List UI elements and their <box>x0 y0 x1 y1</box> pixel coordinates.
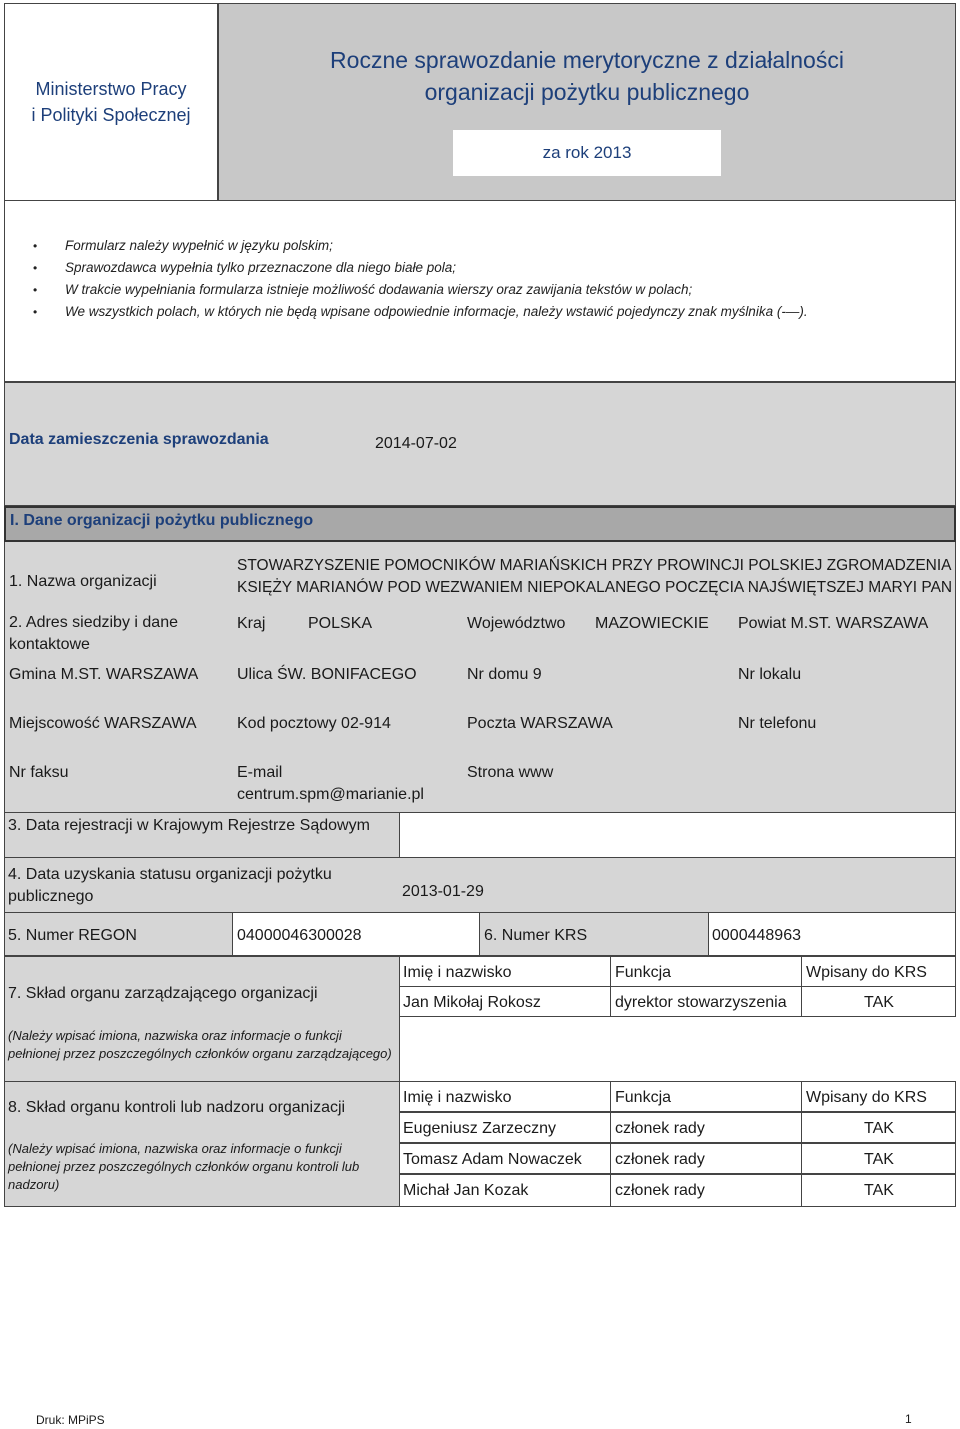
board-row-name[interactable]: Jan Mikołaj Rokosz <box>403 994 541 1011</box>
fax-field[interactable]: Nr faksu <box>9 764 69 781</box>
board-header-name <box>399 956 611 987</box>
board-header-krs <box>801 956 956 987</box>
supervisory-header-name-text: Imię i nazwisko <box>403 1089 512 1106</box>
supervisory-row-function-cell[interactable] <box>610 1174 802 1207</box>
voivodeship-label: Województwo <box>467 615 566 632</box>
report-date-box <box>4 382 956 506</box>
organization-fields <box>4 542 956 829</box>
ministry-box <box>4 3 218 201</box>
supervisory-row-function-cell[interactable] <box>610 1112 802 1143</box>
instruction-item: • Formularz należy wypełnić w języku polskim; <box>33 235 808 257</box>
instruction-item: • W trakcie wypełniania formularza istnieje możliwość dodawania wierszy oraz zawijania tekstów w polach; <box>33 279 808 301</box>
supervisory-row-krs[interactable]: TAK <box>864 1120 894 1137</box>
supervisory-row-function[interactable]: członek rady <box>615 1151 705 1168</box>
board-label-cell <box>4 956 400 1082</box>
org-name-line1[interactable]: STOWARZYSZENIE POMOCNIKÓW MARIAŃSKICH PRZY PROWINCJI POLSKIEJ ZGROMADZENIA <box>237 557 952 574</box>
website-field[interactable]: Strona www <box>467 764 554 781</box>
footer-print-label: Druk: MPiPS <box>36 1413 105 1427</box>
form-title-line2: organizacji pożytku publicznego <box>424 79 750 105</box>
board-header-function-text: Funkcja <box>615 964 672 981</box>
report-date-value[interactable]: 2014-07-02 <box>375 435 457 452</box>
supervisory-row-krs-cell[interactable] <box>801 1174 956 1207</box>
instructions-box <box>4 201 956 382</box>
supervisory-row-name-cell[interactable] <box>399 1174 611 1207</box>
supervisory-row-function[interactable]: członek rady <box>615 1120 705 1137</box>
opp-status-label-line1: 4. Data uzyskania statusu organizacji pożytku <box>8 866 332 883</box>
city-field[interactable]: Miejscowość WARSZAWA <box>9 715 197 732</box>
report-date-label: Data zamieszczenia sprawozdania <box>9 431 269 448</box>
krs-label: 6. Numer KRS <box>484 927 588 944</box>
supervisory-row-name[interactable]: Michał Jan Kozak <box>403 1182 529 1199</box>
instruction-item: • Sprawozdawca wypełnia tylko przeznaczone dla niego białe pola; <box>33 257 808 279</box>
postal-code-field[interactable]: Kod pocztowy 02-914 <box>237 715 391 732</box>
supervisory-row-name-cell[interactable] <box>399 1143 611 1174</box>
krs-registration-label-cell <box>4 812 400 858</box>
supervisory-row-krs[interactable]: TAK <box>864 1182 894 1199</box>
board-header-krs-text: Wpisany do KRS <box>806 964 927 981</box>
board-header-function <box>610 956 802 987</box>
supervisory-row-name-cell[interactable] <box>399 1112 611 1143</box>
country-value[interactable]: POLSKA <box>308 615 373 632</box>
address-label-line2: kontaktowe <box>9 636 90 653</box>
krs-label-cell <box>479 912 709 956</box>
house-number-field[interactable]: Nr domu 9 <box>467 666 542 683</box>
board-label: 7. Skład organu zarządzającego organizacji <box>8 985 318 1002</box>
board-header-name-text: Imię i nazwisko <box>403 964 512 981</box>
supervisory-header-krs <box>801 1081 956 1112</box>
supervisory-row-name[interactable]: Eugeniusz Zarzeczny <box>403 1120 556 1137</box>
board-row-name-cell[interactable] <box>399 986 611 1017</box>
org-name-line2[interactable]: KSIĘŻY MARIANÓW POD WEZWANIEM NIEPOKALANEGO POCZĘCIA NAJŚWIĘTSZEJ MARYI PAN <box>237 579 953 596</box>
phone-field[interactable]: Nr telefonu <box>738 715 817 732</box>
ministry-name-line2: i Polityki Społecznej <box>31 105 191 125</box>
email-label: E-mail <box>237 764 283 781</box>
opp-status-label-line2: publicznego <box>8 888 94 905</box>
regon-label-cell <box>4 912 233 956</box>
apartment-number-field[interactable]: Nr lokalu <box>738 666 802 683</box>
supervisory-label-cell <box>4 1081 400 1207</box>
address-label-line1: 2. Adres siedziby i dane <box>9 614 178 631</box>
supervisory-header-name <box>399 1081 611 1112</box>
regon-label: 5. Numer REGON <box>8 927 137 944</box>
supervisory-label: 8. Skład organu kontroli lub nadzoru organizacji <box>8 1099 346 1116</box>
krs-value[interactable]: 0000448963 <box>712 927 801 944</box>
board-row-krs[interactable]: TAK <box>864 994 894 1011</box>
report-year-field[interactable]: za rok 2013 <box>453 130 721 176</box>
municipality-field[interactable]: Gmina M.ST. WARSZAWA <box>9 666 199 683</box>
instruction-item: • We wszystkich polach, w których nie będą wpisane odpowiednie informacje, należy wstawić pojedynczy znak myślnika (-—). <box>33 301 808 323</box>
org-name-label: 1. Nazwa organizacji <box>9 573 157 590</box>
supervisory-header-function <box>610 1081 802 1112</box>
board-note-line1: (Należy wpisać imiona, nazwiska oraz informacje o funkcji <box>8 1028 342 1043</box>
regon-value[interactable]: 04000046300028 <box>237 927 362 944</box>
board-row-function[interactable]: dyrektor stowarzyszenia <box>615 994 787 1011</box>
supervisory-header-function-text: Funkcja <box>615 1089 672 1106</box>
street-field[interactable]: Ulica ŚW. BONIFACEGO <box>237 666 417 683</box>
board-note-line2: pełnionej przez poszczególnych członków organu zarządzającego) <box>8 1046 392 1061</box>
page-number: 1 <box>905 1412 912 1426</box>
regon-cell[interactable] <box>232 912 480 956</box>
supervisory-header-krs-text: Wpisany do KRS <box>806 1089 927 1106</box>
title-box <box>218 3 956 201</box>
krs-cell[interactable] <box>708 912 956 956</box>
supervisory-row-function[interactable]: członek rady <box>615 1182 705 1199</box>
ministry-name-line1: Ministerstwo Pracy <box>35 79 187 99</box>
form-title <box>219 44 955 108</box>
supervisory-row-krs-cell[interactable] <box>801 1112 956 1143</box>
supervisory-note-line1: (Należy wpisać imiona, nazwiska oraz informacje o funkcji <box>8 1141 342 1156</box>
opp-status-row <box>4 857 956 913</box>
krs-registration-date-field[interactable] <box>399 812 956 858</box>
supervisory-note-line3: nadzoru) <box>8 1177 60 1192</box>
county-field[interactable]: Powiat M.ST. WARSZAWA <box>738 615 929 632</box>
form-title-line1: Roczne sprawozdanie merytoryczne z działalności <box>330 47 844 73</box>
opp-status-date[interactable]: 2013-01-29 <box>402 883 484 900</box>
supervisory-row-name[interactable]: Tomasz Adam Nowaczek <box>403 1151 582 1168</box>
supervisory-row-krs-cell[interactable] <box>801 1143 956 1174</box>
instructions-list <box>33 235 808 323</box>
krs-registration-label: 3. Data rejestracji w Krajowym Rejestrze Sądowym <box>8 817 370 834</box>
board-row-krs-cell[interactable] <box>801 986 956 1017</box>
voivodeship-value[interactable]: MAZOWIECKIE <box>595 615 709 632</box>
supervisory-note-line2: pełnionej przez poszczególnych członków organu kontroli lub <box>8 1159 360 1174</box>
board-row-function-cell[interactable] <box>610 986 802 1017</box>
supervisory-row-krs[interactable]: TAK <box>864 1151 894 1168</box>
email-value[interactable]: centrum.spm@marianie.pl <box>237 786 424 803</box>
post-office-field[interactable]: Poczta WARSZAWA <box>467 715 613 732</box>
country-label: Kraj <box>237 615 266 632</box>
supervisory-row-function-cell[interactable] <box>610 1143 802 1174</box>
section-1-title: I. Dane organizacji pożytku publicznego <box>4 506 956 542</box>
